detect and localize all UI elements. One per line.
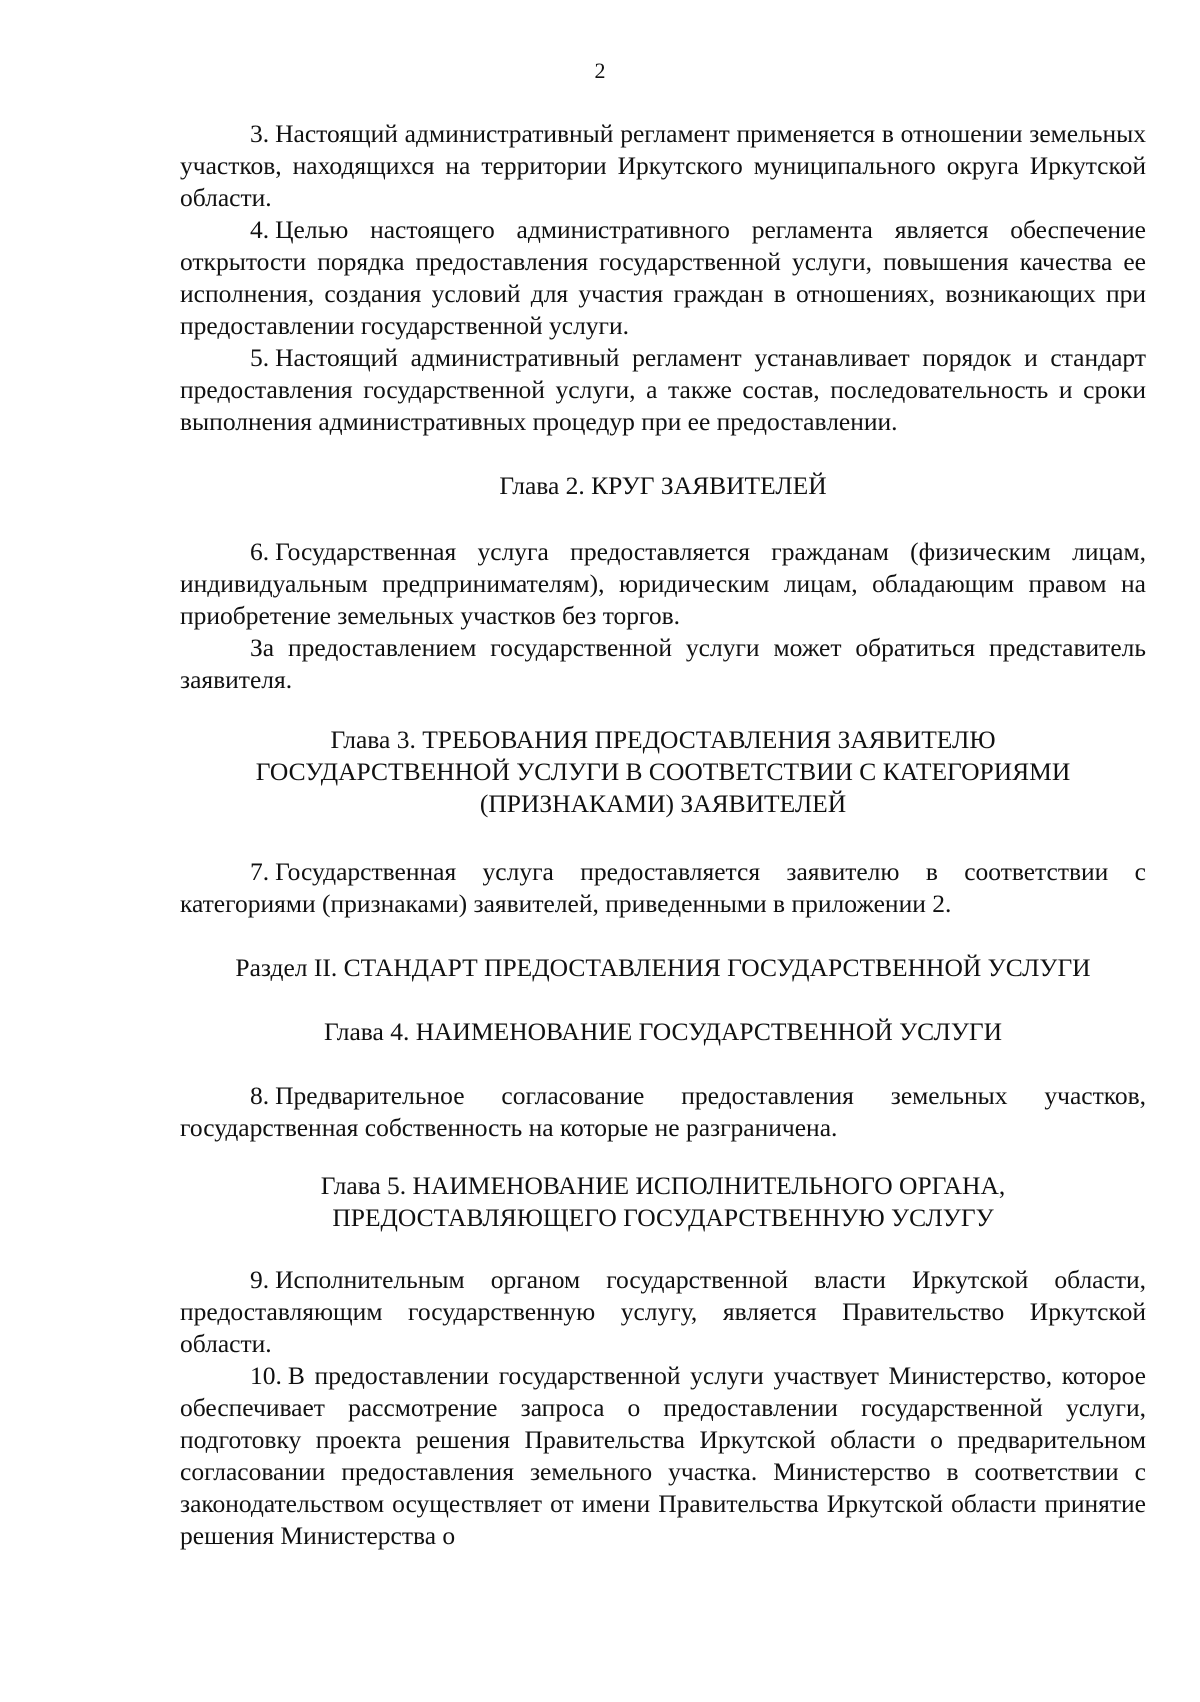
paragraph-number: 4.	[250, 215, 270, 244]
paragraph-number: 5.	[250, 343, 270, 372]
heading-line-3: (ПРИЗНАКАМИ) ЗАЯВИТЕЛЕЙ	[479, 789, 847, 818]
paragraph-text: Государственная услуга предоставляется заявителю в соответствии с категориями (признаками) заявителей, приведенными в приложении 2.	[180, 857, 1146, 918]
paragraph-8	[180, 1080, 1146, 1144]
heading-text: Глава 4. НАИМЕНОВАНИЕ ГОСУДАРСТВЕННОЙ УСЛУГИ	[323, 1017, 1003, 1046]
paragraph-text: Предварительное согласование предоставления земельных участков, государственная собственность на которые не разграничена.	[180, 1081, 1146, 1142]
paragraph-6	[180, 536, 1146, 632]
paragraph-text: Настоящий административный регламент применяется в отношении земельных участков, находящихся на территории Иркутского муниципального округа Иркутской области.	[180, 119, 1146, 212]
paragraph-text: Исполнительным органом государственной власти Иркутской области, предоставляющим государственную услугу, является Правительство Иркутской области.	[180, 1265, 1146, 1358]
paragraph-number: 8.	[250, 1081, 270, 1110]
paragraph-9	[180, 1264, 1146, 1360]
paragraph-4	[180, 214, 1146, 342]
heading-line-1: Глава 3. ТРЕБОВАНИЯ ПРЕДОСТАВЛЕНИЯ ЗАЯВИТЕЛЮ	[330, 725, 996, 754]
heading-line-1: Глава 5. НАИМЕНОВАНИЕ ИСПОЛНИТЕЛЬНОГО ОРГАНА,	[320, 1171, 1006, 1200]
paragraph-7	[180, 856, 1146, 920]
chapter-5-heading	[180, 1170, 1146, 1234]
heading-line-2: ГОСУДАРСТВЕННОЙ УСЛУГИ В СООТВЕТСТВИИ С КАТЕГОРИЯМИ	[255, 757, 1071, 786]
paragraph-number: 3.	[250, 119, 270, 148]
chapter-4-heading	[180, 1016, 1146, 1048]
paragraph-number: 10.	[250, 1361, 282, 1390]
heading-line-2: ПРЕДОСТАВЛЯЮЩЕГО ГОСУДАРСТВЕННУЮ УСЛУГУ	[332, 1203, 994, 1232]
chapter-3-heading	[180, 724, 1146, 820]
paragraph-text: За предоставлением государственной услуги может обратиться представитель заявителя.	[180, 633, 1146, 694]
section-2-heading	[180, 952, 1146, 984]
paragraph-text: В предоставлении государственной услуги участвует Министерство, которое обеспечивает рассмотрение запроса о предоставлении государственной услуги, подготовку проекта решения Правительства Иркутской области о предварительном согласовании предоставления земельного участка. Министерство в соответствии с законодательством осуществляет от имени Правительства Иркутской области принятие решения Министерства о	[180, 1361, 1146, 1550]
paragraph-number: 9.	[250, 1265, 270, 1294]
paragraph-text: Настоящий административный регламент устанавливает порядок и стандарт предоставления государственной услуги, а также состав, последовательность и сроки выполнения административных процедур при ее предоставлении.	[180, 343, 1146, 436]
page-number: 2	[594, 58, 606, 83]
paragraph-text: Целью настоящего административного регламента является обеспечение открытости порядка предоставления государственной услуги, повышения качества ее исполнения, создания условий для участия граждан в отношениях, возникающих при предоставлении государственной услуги.	[180, 215, 1146, 340]
paragraph-3	[180, 118, 1146, 214]
heading-text: Раздел II. СТАНДАРТ ПРЕДОСТАВЛЕНИЯ ГОСУДАРСТВЕННОЙ УСЛУГИ	[235, 953, 1091, 982]
paragraph-6-continuation	[180, 632, 1146, 696]
paragraph-5	[180, 342, 1146, 438]
heading-text: Глава 2. КРУГ ЗАЯВИТЕЛЕЙ	[499, 471, 827, 500]
paragraph-number: 6.	[250, 537, 270, 566]
paragraph-text: Государственная услуга предоставляется гражданам (физическим лицам, индивидуальным предпринимателям), юридическим лицам, обладающим правом на приобретение земельных участков без торгов.	[180, 537, 1146, 630]
paragraph-number: 7.	[250, 857, 270, 886]
chapter-2-heading	[180, 470, 1146, 502]
paragraph-10	[180, 1360, 1146, 1552]
